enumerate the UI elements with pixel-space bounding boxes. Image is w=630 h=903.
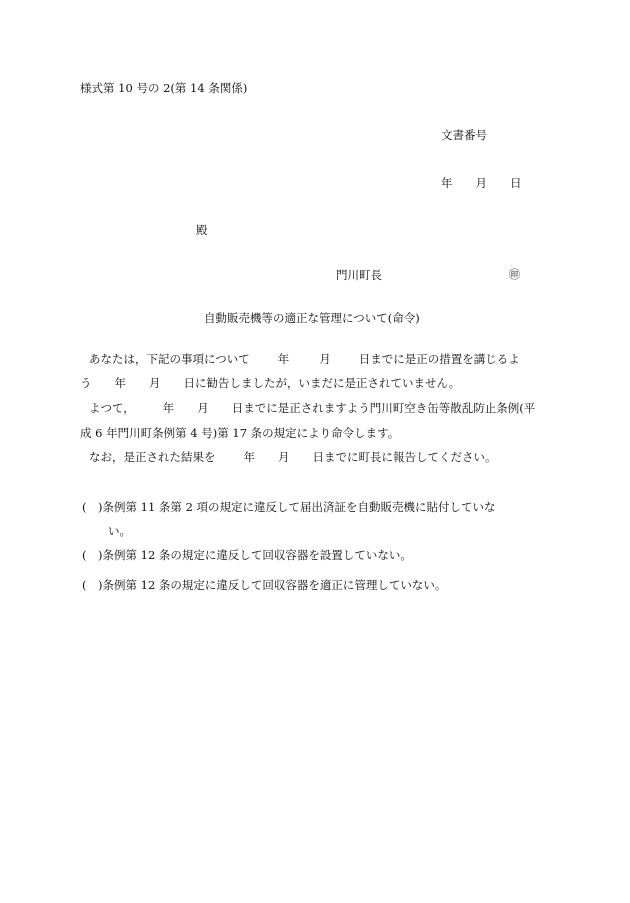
item-checkbox: ( ): [82, 548, 103, 562]
item-text: 条例第 11 条第 2 項の規定に違反して届出済証を自動販売機に貼付していな: [102, 500, 496, 514]
item-1: [82, 499, 496, 515]
body-line-2: う 年 月 日に勧告しましたが，いまだに是正されていません。: [80, 376, 461, 390]
item-checkbox: ( ): [82, 500, 103, 514]
document-number-label: 文書番号: [441, 128, 487, 142]
item-3: [82, 577, 446, 593]
issuer-name: 門川町長: [336, 268, 382, 282]
body-line-3: よつて， 年 月 日までに是正されますよう門川町空き缶等散乱防止条例(平: [89, 401, 536, 415]
body-line-1: あなたは，下記の事項について 年 月 日までに是正の措置を講じるよ: [89, 352, 520, 366]
date-day: 日: [510, 176, 522, 190]
date-year: 年: [441, 176, 453, 190]
item-1-continuation: い。: [108, 524, 131, 538]
document-date: [441, 175, 522, 191]
date-month: 月: [475, 176, 487, 190]
body-line-4: 成 6 年門川町条例第 4 号)第 17 条の規定により命令します。: [80, 426, 400, 440]
addressee-suffix: 殿: [196, 223, 208, 237]
form-label: 様式第 10 号の 2(第 14 条関係): [80, 81, 248, 95]
seal-mark: ㊞: [509, 268, 520, 281]
document-title: 自動販売機等の適正な管理について(命令): [204, 311, 420, 325]
item-checkbox: ( ): [82, 578, 103, 592]
body-line-5: なお，是正された結果を 年 月 日までに町長に報告してください。: [89, 450, 497, 464]
item-text: 条例第 12 条の規定に違反して回収容器を適正に管理していない。: [102, 578, 447, 592]
item-2: [82, 547, 412, 563]
item-text: 条例第 12 条の規定に違反して回収容器を設置していない。: [102, 548, 412, 562]
